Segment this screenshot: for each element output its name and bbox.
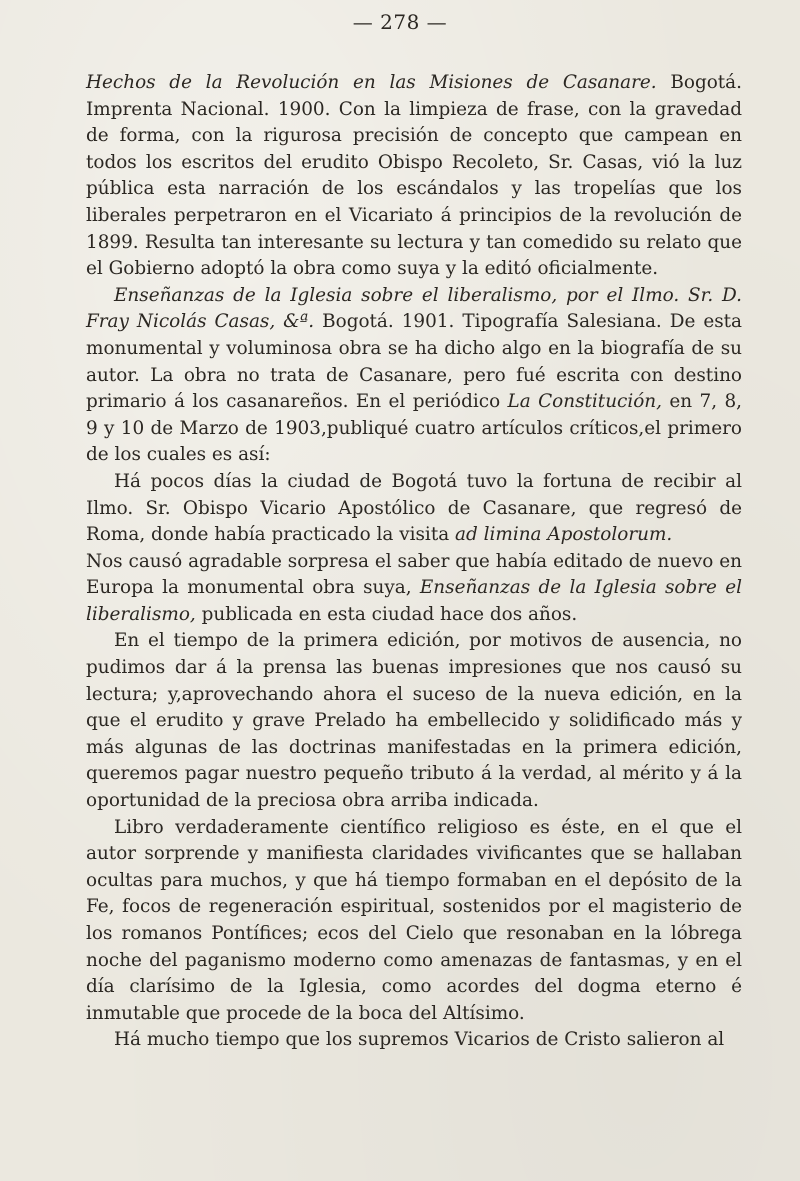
body-text	[86, 70, 742, 1054]
paragraph-text: Libro verdaderamente científico religioso es éste, en el que el autor sorprende y manifiesta claridades vivificantes que se hallaban ocultas para muchos, y que há tiempo formaban en el depósito de la Fe, focos de regeneración espiritual, sostenidos por el magisterio de los romanos Pontífices; ecos del Cielo que resonaban en la lóbrega noche del paganismo moderno como amenazas de fantasmas, y en el día clarísimo de la Iglesia, como acordes del dogma eterno é inmutable que procede de la boca del Altísimo.	[86, 816, 742, 1024]
newspaper-title: La Constitución,	[507, 391, 662, 413]
paragraph-ensenanzas	[86, 283, 742, 469]
paragraph-final	[86, 1027, 742, 1054]
paragraph-text: Nos causó agradable sorpresa el saber que había editado de nuevo en Europa la monumental obra suya,	[86, 550, 742, 599]
book-title-ensenanzas: Enseñanzas de la Iglesia sobre el liberalismo, por el Ilmo. Sr. D. Fray Nicolás Casas, &ª.	[86, 284, 742, 333]
page-number: — 278 —	[352, 10, 448, 34]
paragraph-sorpresa	[86, 549, 742, 629]
paragraph-text: publicada en esta ciudad hace dos años.	[195, 603, 578, 625]
paragraph-text: Há pocos días la ciudad de Bogotá tuvo la fortuna de recibir al Ilmo. Sr. Obispo Vicario Apostólico de Casanare, que regresó de Roma, donde había practicado la visita	[86, 470, 742, 546]
paragraph-text: en 7, 8, 9 y 10 de Marzo de 1903,publiqué cuatro artículos críticos,el primero de los cuales es así:	[86, 391, 742, 466]
paragraph-libro	[86, 815, 742, 1028]
paragraph-primera-edicion	[86, 628, 742, 814]
book-title-hechos: Hechos de la Revolución en las Misiones de Casanare.	[86, 72, 657, 93]
latin-phrase: ad limina Apostolorum.	[455, 524, 673, 546]
paragraph-text: Há mucho tiempo que los supremos Vicarios de Cristo salieron al	[114, 1029, 725, 1051]
book-title-inline: Enseñanzas de la Iglesia sobre el liberalismo,	[86, 577, 742, 625]
paragraph-text: Bogotá. 1901. Tipografía Salesiana. De esta monumental y voluminosa obra se ha dicho algo en la biografía de su autor. La obra no trata de Casanare, pero fué escrita con destino primario á los casanareños. En el periódico	[86, 311, 743, 413]
paragraph-visita	[86, 469, 742, 549]
paragraph-text: Bogotá. Imprenta Nacional. 1900. Con la limpieza de frase, con la gravedad de forma, con la rigurosa precisión de concepto que campean en todos los escritos del erudito Obispo Recoleto, Sr. Casas, vió la luz pública esta narración de los escándalos y las tropelías que los liberales perpetraron en el Vicariato á principios de la revolución de 1899. Resulta tan interesante su lectura y tan comedido su relato que el Gobierno adoptó la obra como suya y la editó oficialmente.	[86, 72, 742, 280]
paragraph-hechos	[86, 70, 742, 283]
paragraph-text: En el tiempo de la primera edición, por motivos de ausencia, no pudimos dar á la prensa las buenas impresiones que nos causó su lectura; y,aprovechando ahora el suceso de la nueva edición, en la que el erudito y grave Prelado ha embellecido y solidificado más y más algunas de las doctrinas manifestadas en la primera edición, queremos pagar nuestro pequeño tributo á la verdad, al mérito y á la oportunidad de la preciosa obra arriba indicada.	[86, 630, 742, 812]
